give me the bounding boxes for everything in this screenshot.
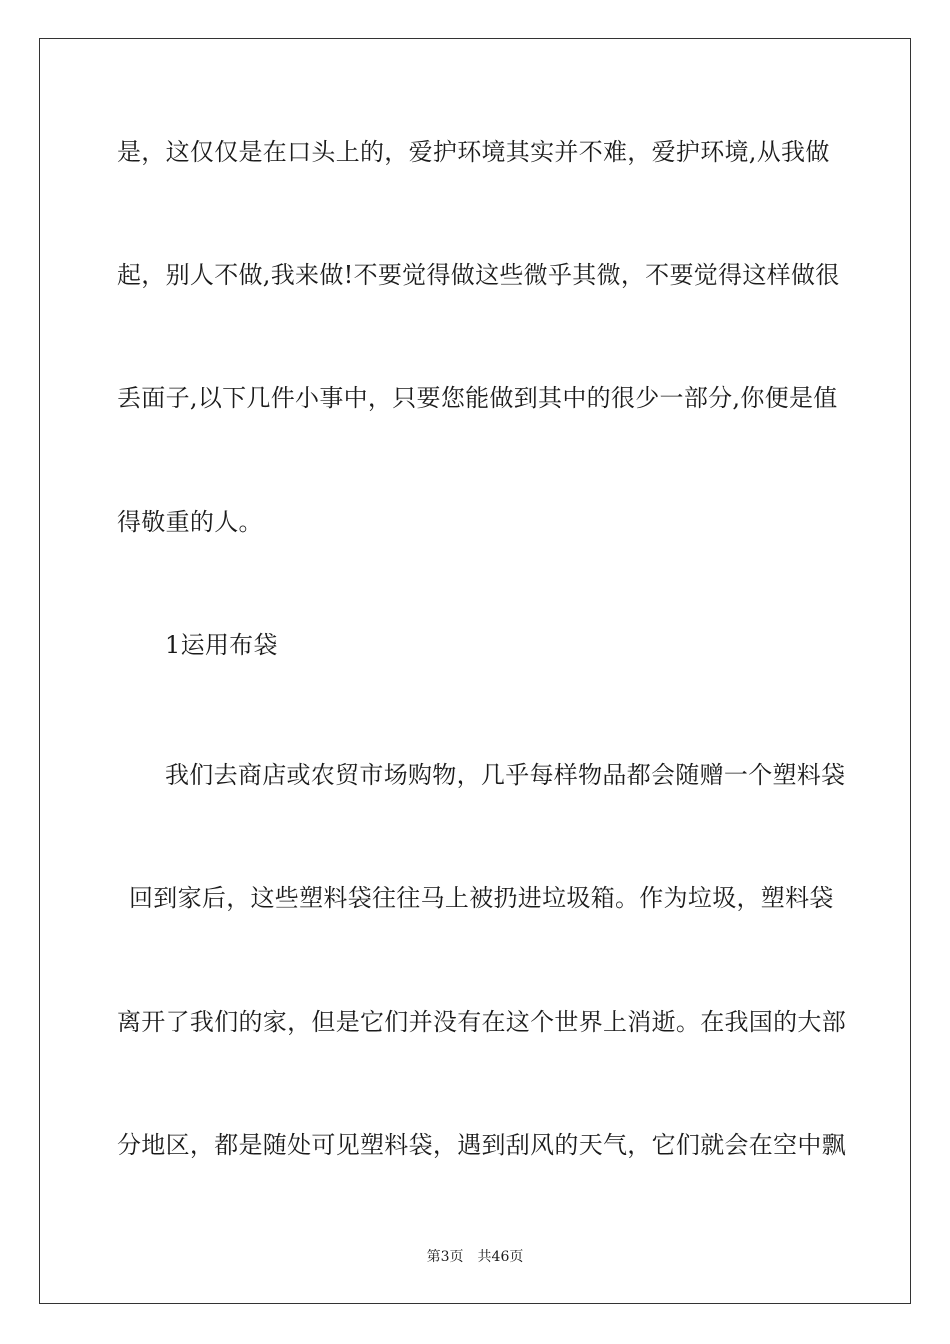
body-text-line: 分地区，都是随处可见塑料袋，遇到刮风的天气，它们就会在空中飘 <box>117 1131 846 1159</box>
body-text-line: 是，这仅仅是在口头上的，爱护环境其实并不难，爱护环境,从我做 <box>117 138 830 166</box>
body-text-line: 丢面子,以下几件小事中，只要您能做到其中的很少一部分,你便是值 <box>117 384 838 412</box>
body-text-line: 回到家后，这些塑料袋往往马上被扔进垃圾箱。作为垃圾，塑料袋 <box>129 884 834 912</box>
section-heading: 1运用布袋 <box>165 631 278 659</box>
body-text-line: 我们去商店或农贸市场购物，几乎每样物品都会随赠一个塑料袋 <box>165 761 846 789</box>
page-border <box>39 38 911 1304</box>
page-footer: 第3页 共46页 <box>426 1249 524 1265</box>
body-text-line: 得敬重的人。 <box>117 508 263 536</box>
body-text-line: 离开了我们的家，但是它们并没有在这个世界上消逝。在我国的大部 <box>117 1008 846 1036</box>
body-text-line: 起，别人不做,我来做!不要觉得做这些微乎其微，不要觉得这样做很 <box>117 261 840 289</box>
